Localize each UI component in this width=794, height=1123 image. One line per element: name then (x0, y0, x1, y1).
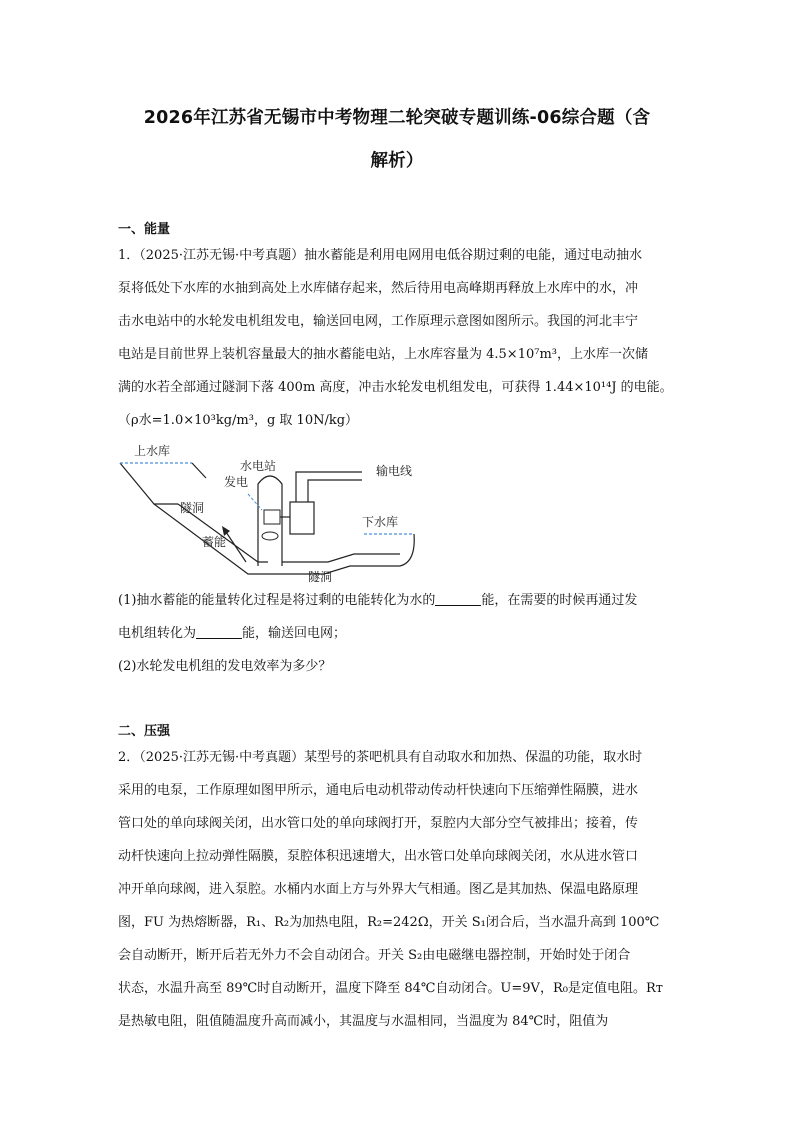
q1-sub-question-1: (1)抽水蓄能的能量转化过程是将过剩的电能转化为水的 能，在需要的时候再通过发 (118, 593, 638, 608)
upper-reservoir-shape (120, 463, 178, 504)
q1-text-line: 泵将低处下水库的水抽到高处上水库储存起来，然后待用电高峰期再释放上水库中的水，冲 (118, 281, 639, 296)
q2-text-line: 动杆快速向上拉动弹性隔膜，泵腔体积迅速增大，出水管口处单向球阀关闭，水从进水管口 (118, 849, 639, 864)
turbine-wheel (262, 532, 278, 540)
generate-label: 发电 (224, 475, 249, 489)
power-station-dome (258, 476, 282, 566)
turbine-housing (264, 510, 280, 524)
q2-text-line: 管口处的单向球阀关闭，出水管口处的单向球阀打开，泵腔内大部分空气被排出；接着，传 (118, 816, 639, 831)
pumped-storage-diagram (118, 438, 428, 588)
document-title-line-2: 解析） (370, 151, 424, 171)
power-station-label: 水电站 (240, 459, 277, 473)
reservoir-bank (192, 463, 206, 478)
q2-text-line: 2．（2025·江苏无锡·中考真题）某型号的茶吧机具有自动取水和加热、保温的功能，取水时 (118, 750, 643, 765)
lower-reservoir-shape (400, 534, 414, 566)
answer-blank (196, 624, 242, 639)
store-energy-arrow (226, 532, 246, 562)
q2-text-line: 图，FU 为热熔断器，R₁、R₂为加热电阻，R₂=242Ω，开关 S₁闭合后，当水温升高到 100℃ (118, 915, 660, 930)
section-heading-energy: 一、能量 (118, 222, 171, 237)
q1-text-line: 击水电站中的水轮发电机组发电，输送回电网，工作原理示意图如图所示。我国的河北丰宁 (118, 314, 639, 329)
power-line-1 (296, 472, 362, 502)
q2-text-line: 状态，水温升高至 89℃时自动断开，温度下降至 84℃自动闭合。U=9V，R₀是定值电阻。Rᴛ (118, 981, 663, 996)
q1-text-line: 1．（2025·江苏无锡·中考真题）抽水蓄能是利用电网用电低谷期过剩的电能，通过电动抽水 (118, 248, 643, 263)
lower-reservoir-label: 下水库 (362, 515, 399, 529)
generator-box (290, 502, 314, 534)
q2-text-line: 采用的电泵，工作原理如图甲所示，通电后电动机带动传动杆快速向下压缩弹性隔膜，进水 (118, 783, 639, 798)
q1-sub-question-1-cont: 电机组转化为 能，输送回电网； (118, 626, 347, 641)
section-heading-pressure: 二、压强 (118, 724, 171, 739)
tunnel-lower-pipe-inner (282, 554, 400, 562)
q2-text-line: 是热敏电阻，阻值随温度升高而减小，其温度与水温相同，当温度为 84℃时，阻值为 (118, 1014, 609, 1029)
store-energy-label: 蓄能 (202, 535, 227, 549)
document-title-line-1: 2026年江苏省无锡市中考物理二轮突破专题训练-06综合题（含 (143, 108, 651, 128)
upper-reservoir-label: 上水库 (134, 444, 171, 458)
q2-text-line: 冲开单向球阀，进入泵腔。水桶内水面上方与外界大气相通。图乙是其加热、保温电路原理 (118, 882, 639, 897)
power-line-2 (308, 480, 362, 502)
q1-given-values: （ρ水=1.0×10³kg/m³，g 取 10N/kg） (118, 413, 359, 428)
answer-blank (435, 591, 481, 606)
q1-text-line: 电站是目前世界上装机容量最大的抽水蓄能电站，上水库容量为 4.5×10⁷m³，上水库一次储 (118, 347, 648, 362)
generate-pointer (248, 494, 262, 510)
q1-text-line: 满的水若全部通过隧洞下落 400m 高度，冲击水轮发电机组发电，可获得 1.44×10¹⁴J 的电能。 (118, 380, 673, 395)
tunnel-label-lower: 隧洞 (308, 570, 333, 584)
q2-text-line: 会自动断开，断开后若无外力不会自动闭合。开关 S₂由电磁继电器控制，开始时处于闭合 (118, 948, 631, 963)
power-line-label: 输电线 (376, 464, 413, 478)
q1-sub-question-2: (2)水轮发电机组的发电效率为多少？ (118, 659, 332, 674)
tunnel-label-upper: 隧洞 (180, 501, 205, 515)
